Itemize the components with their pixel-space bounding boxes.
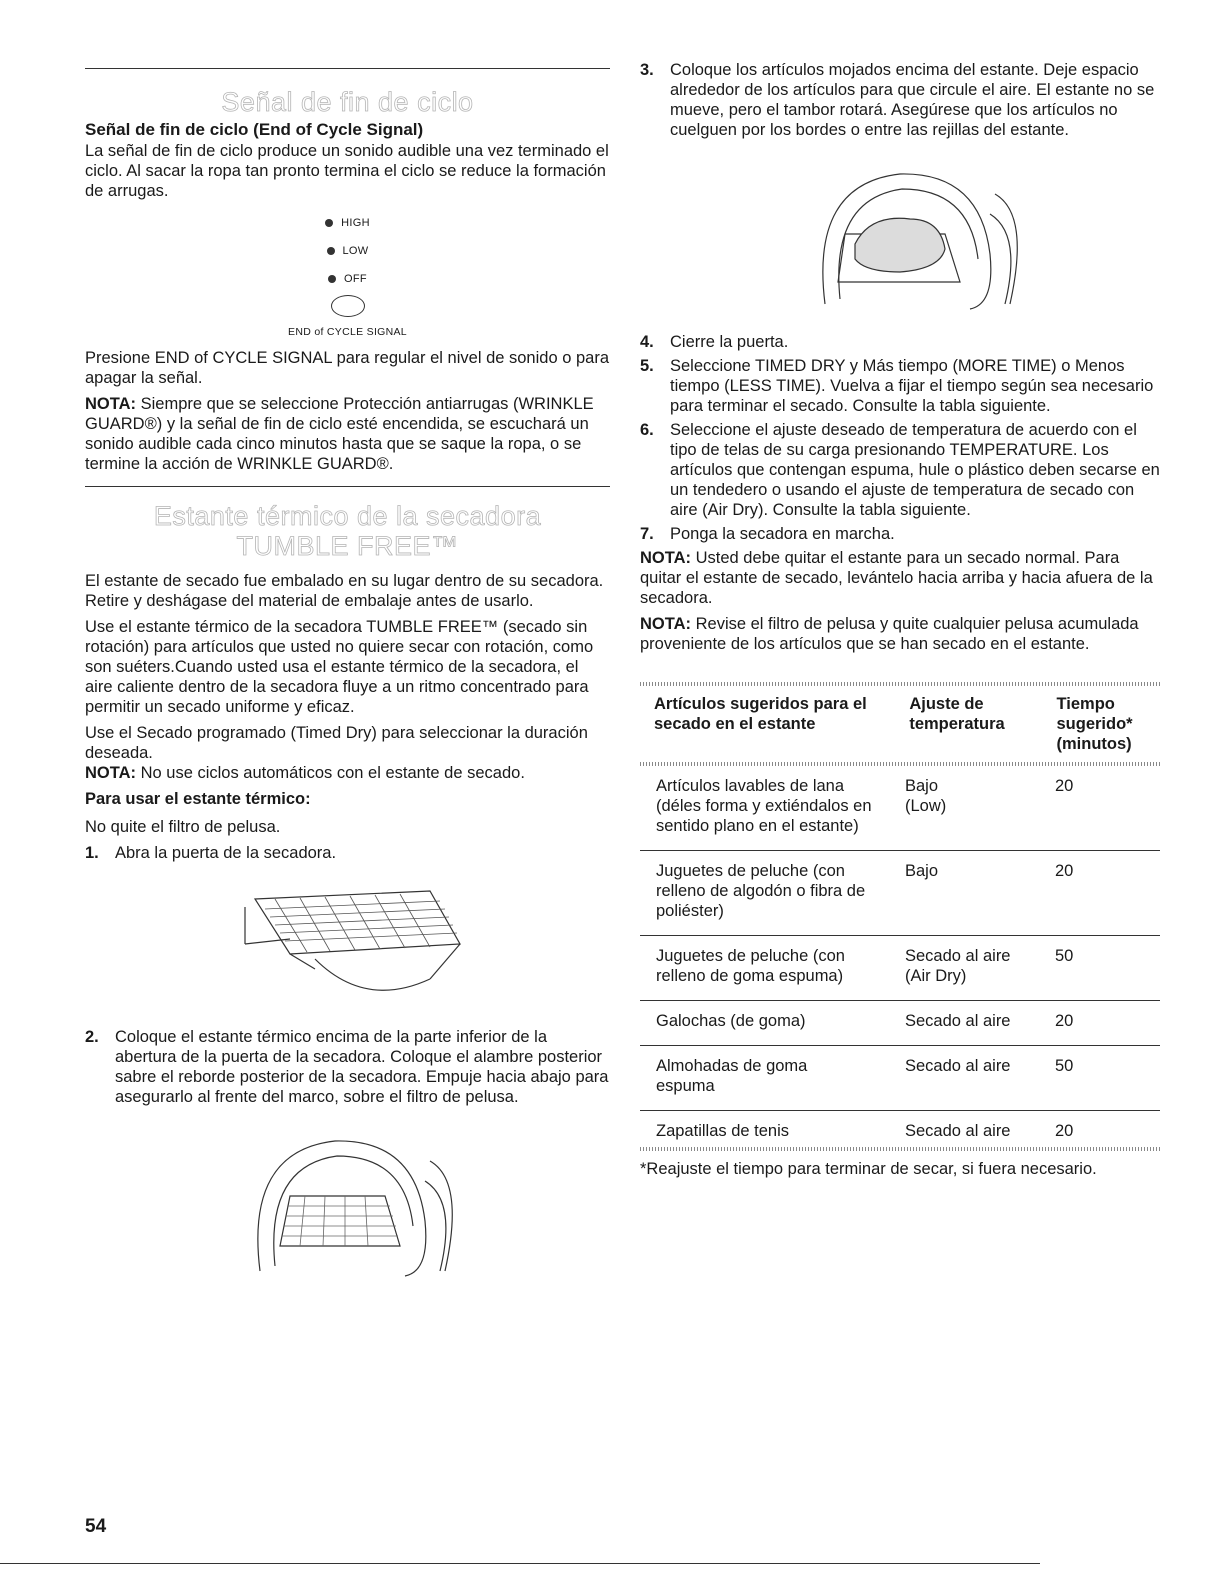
table-cell: 20 bbox=[1055, 851, 1160, 936]
table-row bbox=[640, 936, 1160, 1001]
paragraph: No quite el filtro de pelusa. bbox=[85, 818, 281, 836]
step-5: 5. Seleccione TIMED DRY y Más tiempo (MORE TIME) o Menos tiempo (LESS TIME). Vuelva a fijar el tiempo según sea necesario para terminar el secado. Consulte la tabla siguiente. bbox=[640, 357, 1154, 415]
step-2: 2. Coloque el estante térmico encima de la parte inferior de la abertura de la puerta de la secadora. Coloque el alambre posterior sabre el reborde posterior de la secadora. Empuje hacia abajo para asegurarlo al frente del marco, sobre el filtro de pelusa. bbox=[85, 1028, 609, 1106]
table-cell: Almohadas de goma espuma bbox=[640, 1046, 905, 1111]
right-column bbox=[640, 60, 1160, 1179]
section-title-end-of-cycle: Señal de fin de ciclo bbox=[221, 87, 474, 117]
note: NOTA: No use ciclos automáticos con el estante de secado. bbox=[85, 764, 525, 782]
footer-rule bbox=[0, 1563, 1040, 1564]
drying-rack-illustration bbox=[85, 869, 610, 1009]
dryer-with-items-illustration bbox=[640, 154, 1160, 324]
steps-list bbox=[85, 1027, 610, 1107]
dryer-rack-installed-illustration bbox=[85, 1121, 610, 1291]
drying-table bbox=[640, 686, 1160, 762]
table-row bbox=[640, 766, 1160, 851]
subheading: Para usar el estante térmico: bbox=[85, 790, 311, 808]
paragraph: La señal de fin de ciclo produce un sonido audible una vez terminado el ciclo. Al sacar la ropa tan pronto termina el ciclo se reduce la formación de arrugas. bbox=[85, 142, 609, 200]
steps-list bbox=[640, 60, 1160, 140]
paragraph: Use el Secado programado (Timed Dry) para seleccionar la duración deseada. bbox=[85, 724, 588, 762]
step-3: 3. Coloque los artículos mojados encima del estante. Deje espacio alrededor de los artículos para que circule el aire. El estante no se mueve, pero el tambor rotará. Asegúrese que los artículos no cuelguen por los bordes o entre las rejillas del estante. bbox=[640, 61, 1155, 139]
table-row bbox=[640, 1001, 1160, 1046]
table-cell: Bajo (Low) bbox=[905, 766, 1055, 851]
indicator-dot-icon bbox=[328, 275, 336, 283]
paragraph: Use el estante térmico de la secadora TUMBLE FREE™ (secado sin rotación) para artículos que usted no quiere secar con rotación, como son suéters.Cuando usted usa el estante térmico de la secadora, el aire caliente dentro de la secadora fluye a un ritmo concentrado para permitir un secado uniforme y eficaz. bbox=[85, 618, 594, 716]
table-row bbox=[640, 851, 1160, 936]
table-footnote: *Reajuste el tiempo para terminar de secar, si fuera necesario. bbox=[640, 1160, 1097, 1178]
table-header: Tiempo sugerido* (minutos) bbox=[1056, 695, 1133, 753]
paragraph: El estante de secado fue embalado en su lugar dentro de su secadora. Retire y deshágase del material de embalaje antes de usarlo. bbox=[85, 572, 604, 610]
table-header: Ajuste de temperatura bbox=[909, 695, 1005, 733]
table-cell: Bajo bbox=[905, 851, 1055, 936]
section-title-tumble-free: Estante térmico de la secadora TUMBLE FREE™ bbox=[153, 501, 542, 561]
table-cell: Secado al aire bbox=[905, 1122, 1011, 1140]
dial-option-high: HIGH bbox=[85, 209, 610, 237]
step-1: 1. Abra la puerta de la secadora. bbox=[85, 844, 337, 862]
dial-option-off: OFF bbox=[85, 265, 610, 293]
table-cell: Secado al aire bbox=[905, 1001, 1055, 1046]
table-header-row bbox=[640, 686, 1160, 762]
table-cell: 20 bbox=[1055, 766, 1160, 851]
table-cell: 20 bbox=[1055, 1122, 1074, 1140]
end-of-cycle-dial bbox=[85, 209, 610, 338]
page-number: 54 bbox=[85, 1516, 107, 1537]
table-header: Artículos sugeridos para el secado en el estante bbox=[654, 695, 867, 733]
table-cell: Galochas (de goma) bbox=[640, 1001, 905, 1046]
paragraph: Presione END of CYCLE SIGNAL para regular el nivel de sonido o para apagar la señal. bbox=[85, 349, 609, 387]
drying-table-body bbox=[640, 766, 1160, 1147]
dial-option-low: LOW bbox=[85, 237, 610, 265]
left-column bbox=[85, 60, 610, 1291]
table-bottom-border bbox=[640, 1147, 1160, 1151]
table-cell: Secado al aire bbox=[905, 1046, 1055, 1111]
steps-list bbox=[85, 843, 610, 863]
end-of-cycle-button-icon bbox=[331, 295, 365, 317]
table-cell: 20 bbox=[1055, 1001, 1160, 1046]
table-row bbox=[640, 1111, 1160, 1148]
table-cell: Artículos lavables de lana (déles forma y extiéndalos en sentido plano en el estante) bbox=[640, 766, 905, 851]
table-cell: Secado al aire (Air Dry) bbox=[905, 936, 1055, 1001]
step-7: 7. Ponga la secadora en marcha. bbox=[640, 525, 895, 543]
note: NOTA: Siempre que se seleccione Protección antiarrugas (WRINKLE GUARD®) y la señal de fin de ciclo esté encendida, se escuchará un sonido audible cada cinco minutos hasta que se saque la ropa, o se termine la acción de WRINKLE GUARD®. bbox=[85, 395, 594, 473]
note: NOTA: Revise el filtro de pelusa y quite cualquier pelusa acumulada proveniente de los artículos que se han secado en el estante. bbox=[640, 615, 1139, 653]
indicator-dot-icon bbox=[325, 219, 333, 227]
step-4: 4. Cierre la puerta. bbox=[640, 333, 789, 351]
section-divider bbox=[85, 68, 610, 69]
step-6: 6. Seleccione el ajuste deseado de temperatura de acuerdo con el tipo de telas de su carga presionando TEMPERATURE. Los artículos que contengan espuma, hule o plástico deben secarse en un tendedero o usando el ajuste de temperatura de secado con aire (Air Dry). Consulte la tabla siguiente. bbox=[640, 421, 1160, 519]
indicator-dot-icon bbox=[327, 247, 335, 255]
table-cell: 50 bbox=[1055, 936, 1160, 1001]
table-cell: 50 bbox=[1055, 1046, 1160, 1111]
section-divider bbox=[85, 486, 610, 487]
table-row bbox=[640, 1046, 1160, 1111]
note: NOTA: Usted debe quitar el estante para un secado normal. Para quitar el estante de secado, levántelo hacia arriba y hacia afuera de la secadora. bbox=[640, 549, 1153, 607]
table-cell: Zapatillas de tenis bbox=[656, 1122, 789, 1140]
steps-list bbox=[640, 332, 1160, 544]
table-cell: Juguetes de peluche (con relleno de goma espuma) bbox=[640, 936, 905, 1001]
table-cell: Juguetes de peluche (con relleno de algodón o fibra de poliéster) bbox=[640, 851, 905, 936]
dial-label: END of CYCLE SIGNAL bbox=[288, 326, 407, 338]
section-heading-end-of-cycle: Señal de fin de ciclo (End of Cycle Signal) bbox=[85, 120, 424, 139]
